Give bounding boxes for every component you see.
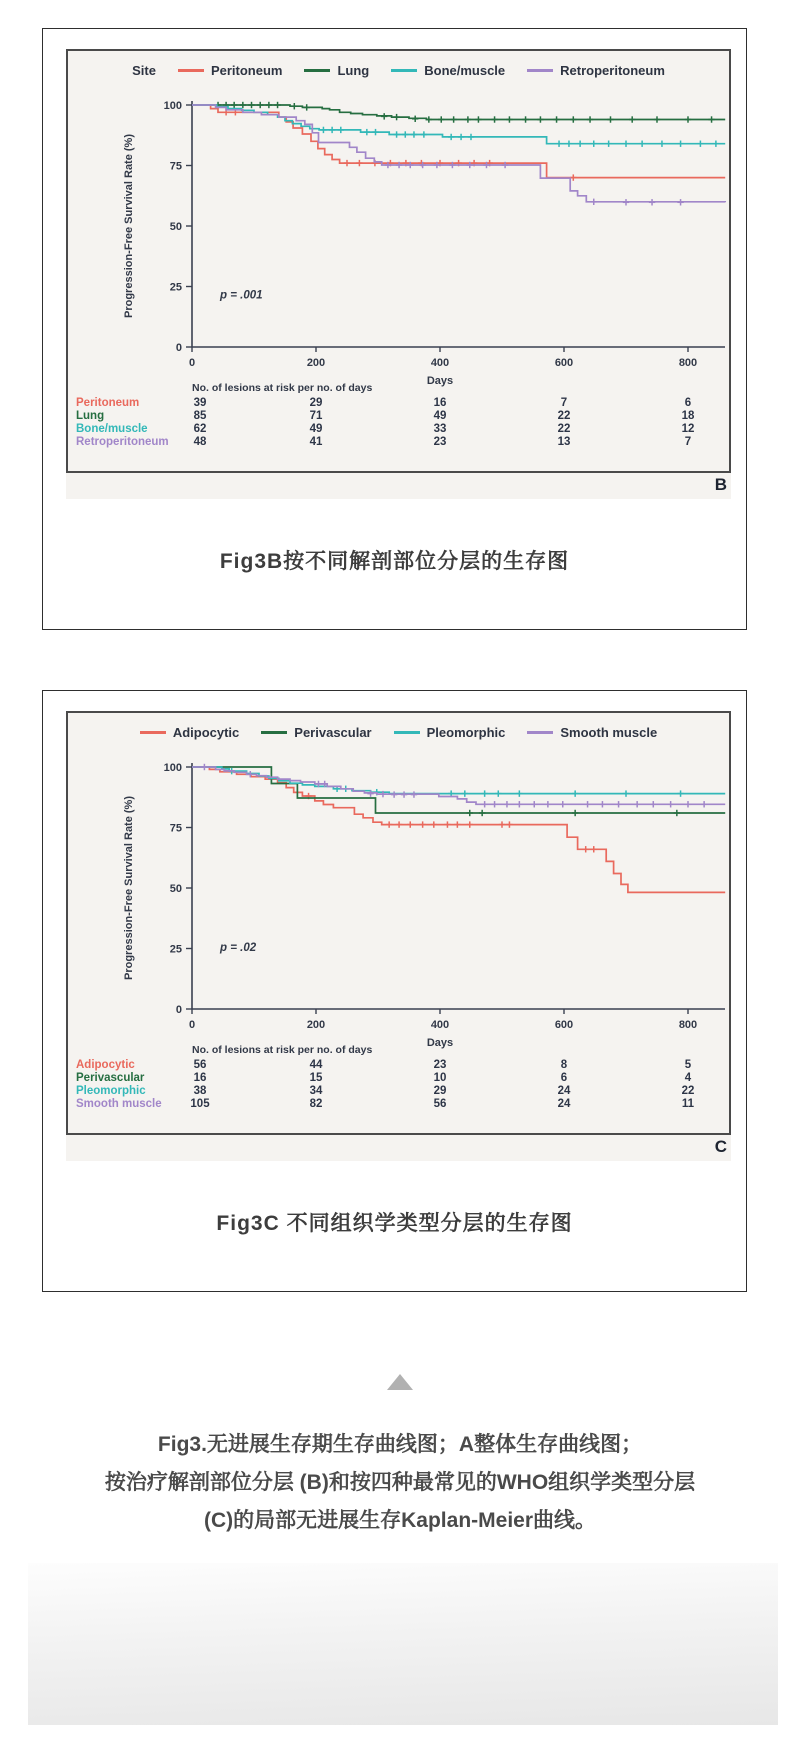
svg-text:0: 0	[188, 357, 196, 369]
legend-label: Lung	[337, 63, 370, 78]
svg-text:Pleomorphic: Pleomorphic	[76, 1085, 146, 1097]
svg-text:Progression-Free Survival Rate: Progression-Free Survival Rate (%)	[123, 795, 135, 981]
svg-text:0: 0	[175, 342, 182, 354]
legend-label: Pleomorphic	[426, 725, 506, 740]
svg-text:18: 18	[681, 410, 695, 422]
triangle-up-icon[interactable]	[387, 1374, 413, 1390]
legend-swatch	[261, 731, 287, 734]
legend-swatch	[391, 69, 417, 72]
svg-text:6: 6	[684, 397, 692, 409]
svg-text:29: 29	[309, 397, 323, 409]
svg-text:Bone/muscle: Bone/muscle	[76, 423, 148, 435]
legend-item	[394, 725, 506, 740]
legend-item	[140, 725, 239, 740]
legend-item	[391, 63, 505, 78]
svg-text:50: 50	[169, 221, 182, 233]
legend-swatch	[527, 731, 553, 734]
svg-text:15: 15	[309, 1072, 323, 1084]
legend-row-c	[68, 725, 729, 740]
legend-swatch	[304, 69, 330, 72]
main-caption-line-1: Fig3.无进展生存期生存曲线图；A整体生存曲线图；	[157, 1433, 643, 1456]
figure-c-plot-frame	[66, 711, 731, 1135]
svg-text:No. of lesions at risk per no.: No. of lesions at risk per no. of days	[192, 382, 373, 394]
svg-text:25: 25	[169, 943, 182, 956]
svg-text:Days: Days	[426, 1037, 454, 1049]
svg-text:200: 200	[306, 1019, 326, 1031]
svg-text:7: 7	[560, 397, 568, 409]
svg-text:5: 5	[684, 1059, 692, 1071]
legend-label: Peritoneum	[210, 63, 283, 78]
figure-card-c	[42, 690, 747, 1292]
svg-text:10: 10	[433, 1072, 447, 1084]
bottom-gradient-band	[28, 1563, 778, 1725]
svg-text:Adipocytic: Adipocytic	[76, 1059, 135, 1071]
legend-item	[261, 725, 371, 740]
figure-card-b	[42, 28, 747, 630]
svg-text:82: 82	[309, 1098, 323, 1110]
svg-text:22: 22	[557, 410, 571, 422]
svg-text:75: 75	[169, 160, 182, 173]
svg-text:56: 56	[433, 1098, 447, 1110]
km-chart-c	[68, 713, 729, 1129]
legend-label: Bone/muscle	[424, 63, 506, 78]
svg-text:24: 24	[557, 1085, 571, 1097]
figure-b-image	[66, 49, 731, 499]
svg-text:Days: Days	[426, 375, 454, 387]
svg-text:100: 100	[163, 100, 182, 112]
svg-text:75: 75	[169, 822, 182, 835]
svg-text:25: 25	[169, 281, 182, 294]
svg-text:71: 71	[309, 410, 323, 422]
svg-text:49: 49	[433, 410, 447, 422]
svg-text:7: 7	[684, 436, 692, 448]
svg-text:Retroperitoneum: Retroperitoneum	[76, 436, 169, 448]
legend-title: Site	[132, 63, 156, 78]
figure-c-caption: Fig3C 不同组织学类型分层的生存图	[216, 1212, 573, 1235]
svg-text:0: 0	[175, 1004, 182, 1016]
svg-text:23: 23	[433, 1059, 447, 1071]
svg-text:400: 400	[430, 357, 450, 369]
svg-text:62: 62	[193, 423, 207, 435]
svg-text:11: 11	[681, 1098, 695, 1110]
svg-text:41: 41	[309, 436, 323, 448]
svg-text:44: 44	[309, 1059, 323, 1071]
svg-text:p = .02: p = .02	[220, 941, 257, 954]
svg-text:13: 13	[557, 436, 571, 448]
svg-text:p = .001: p = .001	[220, 289, 263, 302]
legend-swatch	[140, 731, 166, 734]
svg-text:6: 6	[560, 1072, 568, 1084]
svg-text:Perivascular: Perivascular	[76, 1072, 145, 1084]
svg-text:12: 12	[681, 423, 695, 435]
svg-text:49: 49	[309, 423, 323, 435]
main-figure-caption	[40, 1426, 760, 1540]
legend-label: Smooth muscle	[560, 725, 658, 740]
svg-text:22: 22	[681, 1085, 695, 1097]
legend-swatch	[527, 69, 553, 72]
svg-text:23: 23	[433, 436, 447, 448]
panel-letter-c: C	[714, 1137, 727, 1156]
figure-c-image	[66, 711, 731, 1161]
svg-text:Progression-Free Survival Rate: Progression-Free Survival Rate (%)	[123, 133, 135, 319]
svg-text:600: 600	[554, 357, 574, 369]
svg-text:16: 16	[193, 1072, 207, 1084]
svg-text:800: 800	[678, 357, 698, 369]
svg-text:Smooth muscle: Smooth muscle	[76, 1098, 162, 1110]
svg-text:38: 38	[193, 1085, 207, 1097]
svg-text:50: 50	[169, 883, 182, 895]
legend-label: Retroperitoneum	[560, 63, 665, 78]
panel-letter-b: B	[714, 475, 727, 494]
legend-label: Perivascular	[294, 725, 372, 740]
svg-text:100: 100	[163, 762, 182, 774]
km-chart-b	[68, 51, 729, 467]
svg-text:56: 56	[193, 1059, 207, 1071]
svg-text:39: 39	[193, 397, 207, 409]
svg-text:48: 48	[193, 436, 207, 448]
svg-text:33: 33	[433, 423, 447, 435]
svg-text:No. of lesions at risk per no.: No. of lesions at risk per no. of days	[192, 1044, 373, 1056]
svg-text:800: 800	[678, 1019, 698, 1031]
legend-label: Adipocytic	[172, 725, 240, 740]
legend-item	[527, 63, 665, 78]
legend-item	[527, 725, 657, 740]
legend-swatch	[394, 731, 420, 734]
svg-text:600: 600	[554, 1019, 574, 1031]
legend-item	[178, 63, 283, 78]
svg-text:24: 24	[557, 1098, 571, 1110]
svg-text:34: 34	[309, 1085, 323, 1097]
figure-b-plot-frame	[66, 49, 731, 473]
svg-text:0: 0	[188, 1019, 196, 1031]
legend-row-b	[68, 63, 729, 78]
svg-text:105: 105	[190, 1098, 210, 1110]
figure-b-caption: Fig3B按不同解剖部位分层的生存图	[219, 550, 570, 573]
svg-text:16: 16	[433, 397, 447, 409]
svg-text:8: 8	[560, 1059, 568, 1071]
svg-text:Peritoneum: Peritoneum	[76, 397, 140, 409]
svg-text:Lung: Lung	[76, 410, 105, 422]
legend-item	[304, 63, 369, 78]
svg-text:22: 22	[557, 423, 571, 435]
main-caption-line-3: (C)的局部无进展生存Kaplan-Meier曲线。	[203, 1509, 597, 1532]
svg-text:200: 200	[306, 357, 326, 369]
svg-text:85: 85	[193, 410, 207, 422]
svg-text:400: 400	[430, 1019, 450, 1031]
legend-swatch	[178, 69, 204, 72]
svg-text:4: 4	[684, 1072, 692, 1084]
main-caption-line-2: 按治疗解剖部位分层 (B)和按四种最常见的WHO组织学类型分层	[104, 1471, 696, 1494]
svg-text:29: 29	[433, 1085, 447, 1097]
